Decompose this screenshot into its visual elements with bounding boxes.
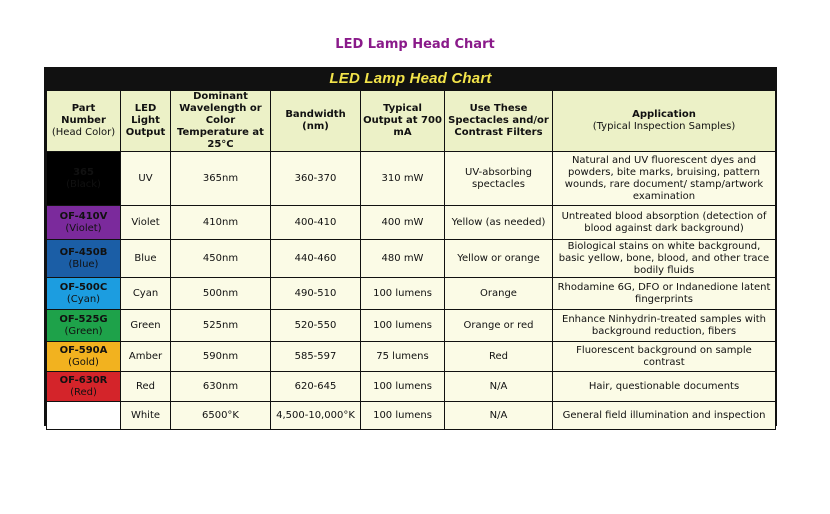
typical-output-cell: 100 lumens bbox=[361, 402, 445, 430]
spectacles-cell: UV-absorbing spectacles bbox=[445, 152, 553, 206]
typical-output-cell: 480 mW bbox=[361, 240, 445, 278]
head-color: (Red) bbox=[70, 386, 97, 398]
light-output-cell: Amber bbox=[121, 342, 171, 372]
application-cell: Fluorescent background on sample contrast bbox=[553, 342, 776, 372]
table-row bbox=[47, 342, 776, 372]
application-cell: Untreated blood absorption (detection of blood against dark background) bbox=[553, 206, 776, 240]
part-number-cell bbox=[47, 372, 121, 402]
wavelength-cell: 365nm bbox=[171, 152, 271, 206]
bandwidth-cell: 400-410 bbox=[271, 206, 361, 240]
part-code: OF-450B bbox=[59, 246, 108, 258]
table-row bbox=[47, 310, 776, 342]
part-code: 365 bbox=[73, 166, 94, 178]
head-color: (Blue) bbox=[68, 258, 99, 270]
part-number-cell bbox=[47, 206, 121, 240]
table-row bbox=[47, 372, 776, 402]
light-output-cell: Cyan bbox=[121, 278, 171, 310]
head-color: (Black) bbox=[66, 178, 101, 190]
part-code: OF-500C bbox=[59, 281, 108, 293]
header-part-number: Part Number (Head Color) bbox=[47, 91, 121, 152]
header-wavelength: Dominant Wavelength or Color Temperature at 25°C bbox=[171, 91, 271, 152]
spectacles-cell: Yellow or orange bbox=[445, 240, 553, 278]
led-chart-table bbox=[46, 90, 776, 430]
header-application: Application (Typical Inspection Samples) bbox=[553, 91, 776, 152]
spectacles-cell: N/A bbox=[445, 402, 553, 430]
light-output-cell: White bbox=[121, 402, 171, 430]
part-number-cell bbox=[47, 240, 121, 278]
table-row bbox=[47, 206, 776, 240]
bandwidth-cell: 520-550 bbox=[271, 310, 361, 342]
application-cell: Rhodamine 6G, DFO or Indanedione latent fingerprints bbox=[553, 278, 776, 310]
application-cell: Hair, questionable documents bbox=[553, 372, 776, 402]
page-title: LED Lamp Head Chart bbox=[335, 37, 495, 52]
light-output-cell: Green bbox=[121, 310, 171, 342]
head-color: (Green) bbox=[64, 325, 103, 337]
typical-output-cell: 400 mW bbox=[361, 206, 445, 240]
application-cell: Biological stains on white background, basic yellow, bone, blood, and other trace bodily fluids bbox=[553, 240, 776, 278]
bandwidth-cell: 4,500-10,000°K bbox=[271, 402, 361, 430]
header-led-light-output: LED Light Output bbox=[121, 91, 171, 152]
table-row bbox=[47, 152, 776, 206]
typical-output-cell: 75 lumens bbox=[361, 342, 445, 372]
bandwidth-cell: 620-645 bbox=[271, 372, 361, 402]
light-output-cell: Red bbox=[121, 372, 171, 402]
header-row bbox=[47, 91, 776, 152]
led-chart-panel bbox=[44, 67, 777, 426]
typical-output-cell: 100 lumens bbox=[361, 372, 445, 402]
light-output-cell: Violet bbox=[121, 206, 171, 240]
head-color: (Violet) bbox=[65, 222, 102, 234]
part-number-cell bbox=[47, 402, 121, 430]
header-typical-output: Typical Output at 700 mA bbox=[361, 91, 445, 152]
spectacles-cell: Red bbox=[445, 342, 553, 372]
spectacles-cell: Orange bbox=[445, 278, 553, 310]
application-cell: General field illumination and inspection bbox=[553, 402, 776, 430]
spectacles-cell: N/A bbox=[445, 372, 553, 402]
wavelength-cell: 630nm bbox=[171, 372, 271, 402]
light-output-cell: UV bbox=[121, 152, 171, 206]
spectacles-cell: Orange or red bbox=[445, 310, 553, 342]
wavelength-cell: 525nm bbox=[171, 310, 271, 342]
part-code: OF-410V bbox=[59, 210, 108, 222]
part-code: OF-630R bbox=[59, 374, 108, 386]
bandwidth-cell: 440-460 bbox=[271, 240, 361, 278]
table-row bbox=[47, 240, 776, 278]
typical-output-cell: 100 lumens bbox=[361, 278, 445, 310]
part-number-cell bbox=[47, 310, 121, 342]
part-code: OF-590A bbox=[59, 344, 108, 356]
head-color: (Cyan) bbox=[66, 293, 101, 305]
wavelength-cell: 410nm bbox=[171, 206, 271, 240]
light-output-cell: Blue bbox=[121, 240, 171, 278]
part-number-cell bbox=[47, 152, 121, 206]
chart-banner: LED Lamp Head Chart bbox=[329, 70, 492, 87]
application-cell: Enhance Ninhydrin-treated samples with background reduction, fibers bbox=[553, 310, 776, 342]
application-cell: Natural and UV fluorescent dyes and powders, bite marks, bruising, pattern wounds, rare document/ stamp/artwork examination bbox=[553, 152, 776, 206]
bandwidth-cell: 490-510 bbox=[271, 278, 361, 310]
spectacles-cell: Yellow (as needed) bbox=[445, 206, 553, 240]
typical-output-cell: 310 mW bbox=[361, 152, 445, 206]
wavelength-cell: 6500°K bbox=[171, 402, 271, 430]
part-code: OF-525G bbox=[59, 313, 108, 325]
part-number-cell bbox=[47, 278, 121, 310]
header-spectacles: Use These Spectacles and/or Contrast Filters bbox=[445, 91, 553, 152]
table-row bbox=[47, 402, 776, 430]
typical-output-cell: 100 lumens bbox=[361, 310, 445, 342]
bandwidth-cell: 360-370 bbox=[271, 152, 361, 206]
part-number-cell bbox=[47, 342, 121, 372]
wavelength-cell: 590nm bbox=[171, 342, 271, 372]
header-bandwidth: Bandwidth (nm) bbox=[271, 91, 361, 152]
head-color: (Gold) bbox=[68, 356, 99, 368]
wavelength-cell: 450nm bbox=[171, 240, 271, 278]
wavelength-cell: 500nm bbox=[171, 278, 271, 310]
table-row bbox=[47, 278, 776, 310]
bandwidth-cell: 585-597 bbox=[271, 342, 361, 372]
